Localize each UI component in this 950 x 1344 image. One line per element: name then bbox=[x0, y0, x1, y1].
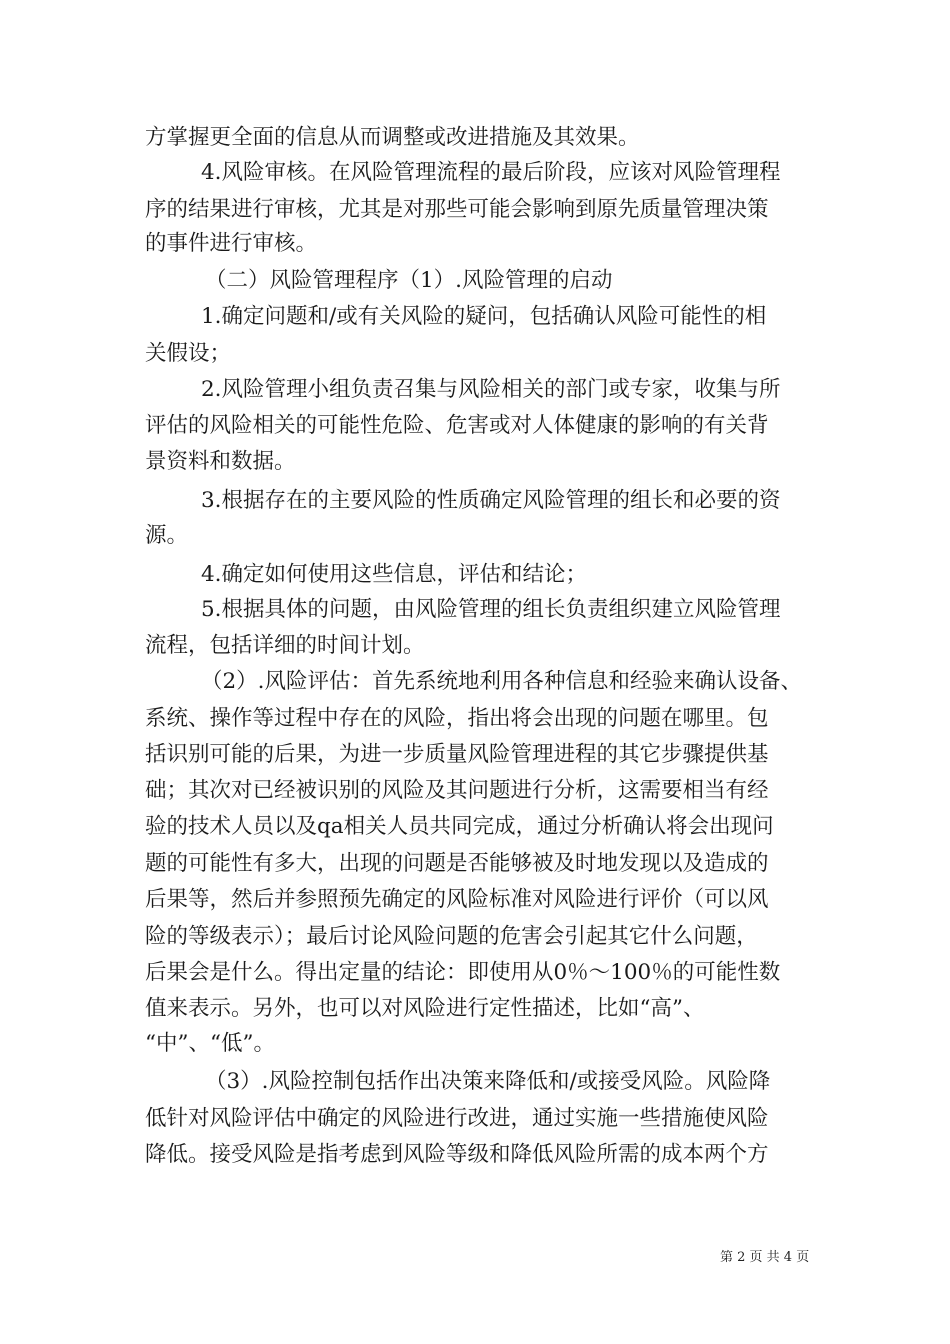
text-line: 后果会是什么。得出定量的结论：即使用从0％～100％的可能性数 bbox=[145, 960, 781, 985]
text-line: 5.根据具体的问题，由风险管理的组长负责组织建立风险管理 bbox=[201, 597, 781, 622]
text-line: 的事件进行审核。 bbox=[145, 231, 318, 256]
text-line: 降低。接受风险是指考虑到风险等级和降低风险所需的成本两个方 bbox=[145, 1142, 769, 1167]
text-line: 流程，包括详细的时间计划。 bbox=[145, 633, 425, 658]
text-line: （3）.风险控制包括作出决策来降低和/或接受风险。风险降 bbox=[205, 1069, 771, 1094]
text-line: （2）.风险评估：首先系统地利用各种信息和经验来确认设备、 bbox=[201, 669, 803, 694]
text-line: 关假设； bbox=[145, 341, 232, 366]
text-line: 低针对风险评估中确定的风险进行改进，通过实施一些措施使风险 bbox=[145, 1106, 769, 1131]
text-line: 值来表示。另外，也可以对风险进行定性描述，比如“高”、 bbox=[145, 996, 705, 1021]
text-line: 后果等，然后并参照预先确定的风险标准对风险进行评价（可以风 bbox=[145, 887, 769, 912]
text-line: 2.风险管理小组负责召集与风险相关的部门或专家，收集与所 bbox=[201, 377, 781, 402]
text-line: 评估的风险相关的可能性危险、危害或对人体健康的影响的有关背 bbox=[145, 413, 769, 438]
text-line: 序的结果进行审核，尤其是对那些可能会影响到原先质量管理决策 bbox=[145, 197, 769, 222]
text-line: 方掌握更全面的信息从而调整或改进措施及其效果。 bbox=[145, 125, 640, 150]
text-line: （二）风险管理程序（1）.风险管理的启动 bbox=[205, 268, 613, 293]
text-line: “中”、“低”。 bbox=[145, 1031, 275, 1056]
text-line: 验的技术人员以及qa相关人员共同完成，通过分析确认将会出现问 bbox=[145, 814, 774, 839]
text-line: 4.确定如何使用这些信息，评估和结论； bbox=[201, 562, 588, 587]
text-line: 源。 bbox=[145, 523, 189, 548]
page-number: 第 2 页 共 4 页 bbox=[720, 1250, 810, 1265]
text-line: 题的可能性有多大，出现的问题是否能够被及时地发现以及造成的 bbox=[145, 851, 769, 876]
text-line: 础；其次对已经被识别的风险及其问题进行分析，这需要相当有经 bbox=[145, 778, 769, 803]
text-line: 1.确定问题和/或有关风险的疑问，包括确认风险可能性的相 bbox=[201, 304, 767, 329]
text-line: 险的等级表示）；最后讨论风险问题的危害会引起其它什么问题， bbox=[145, 924, 758, 949]
text-line: 括识别可能的后果，为进一步质量风险管理进程的其它步骤提供基 bbox=[145, 742, 769, 767]
text-line: 系统、操作等过程中存在的风险，指出将会出现的问题在哪里。包 bbox=[145, 706, 769, 731]
text-line: 3.根据存在的主要风险的性质确定风险管理的组长和必要的资 bbox=[201, 488, 781, 513]
text-line: 景资料和数据。 bbox=[145, 449, 296, 474]
text-line: 4.风险审核。在风险管理流程的最后阶段，应该对风险管理程 bbox=[201, 160, 781, 185]
